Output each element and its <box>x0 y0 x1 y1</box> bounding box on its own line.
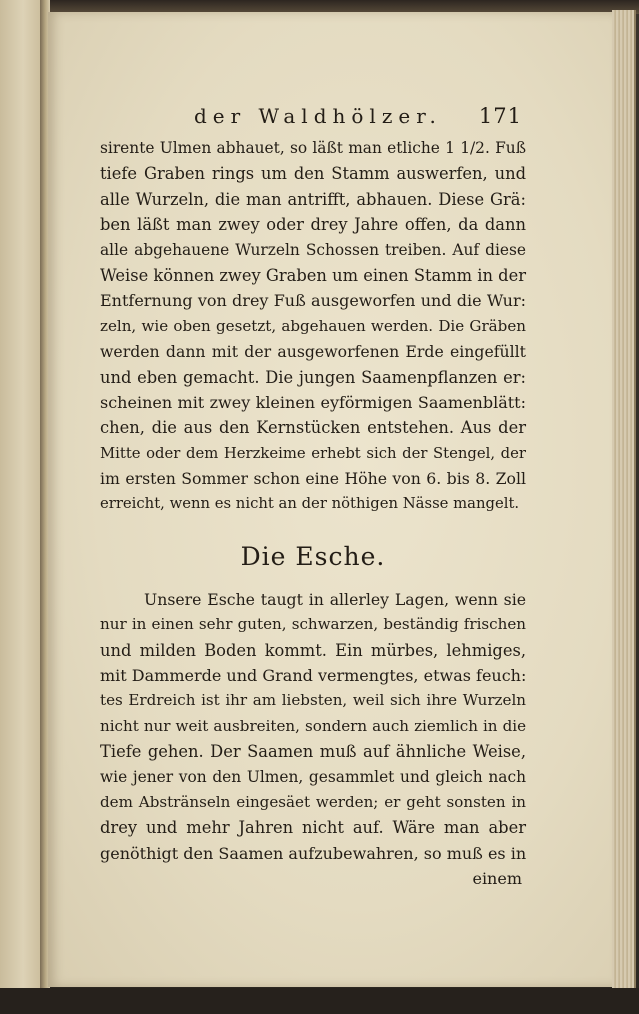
text-line: erreicht, wenn es nicht an der nöthigen Nässe mangelt. <box>100 495 520 513</box>
text-line: nur in einen sehr guten, schwarzen, beständig frischen <box>100 615 526 634</box>
text-line: genöthigt den Saamen aufzubewahren, so muß es in <box>100 843 527 863</box>
paragraph-esche <box>100 587 526 866</box>
text-line: tes Erdreich ist ihr am liebsten, weil sich ihre Wurzeln <box>100 691 526 710</box>
text-line: und milden Boden kommt. Ein mürbes, lehmiges, <box>100 640 526 660</box>
text-line: und eben gemacht. Die jungen Saamenpflanzen er: <box>100 367 526 387</box>
text-line: werden dann mit der ausgeworfenen Erde eingefüllt <box>100 342 526 362</box>
text-line: mit Dammerde und Grand vermengtes, etwas feuch: <box>100 666 527 686</box>
paragraph-ulmen <box>100 136 526 517</box>
text-line: dem Abstränseln eingesäet werden; er geht sonsten in <box>100 792 526 811</box>
page-number: 171 <box>478 104 522 128</box>
text-line: Entfernung von drey Fuß ausgeworfen und die Wur: <box>100 291 526 311</box>
facing-page-edge <box>0 0 42 990</box>
section-heading: Die Esche. <box>240 541 386 571</box>
text-line: Mitte oder dem Herzkeime erhebt sich der Stengel, der <box>100 444 526 462</box>
text-line: zeln, wie oben gesetzt, abgehauen werden. Die Gräben <box>100 316 526 335</box>
text-line: im ersten Sommer schon eine Höhe von 6. bis 8. Zoll <box>100 469 526 489</box>
text-line: scheinen mit zwey kleinen eyförmigen Saamenblätt: <box>100 392 526 412</box>
bottom-shadow <box>0 988 639 1014</box>
text-line: ben läßt man zwey oder drey Jahre offen, da dann <box>100 215 526 235</box>
text-line: sirente Ulmen abhauet, so läßt man etliche 1 1/2. Fuß <box>100 139 526 157</box>
page-text <box>100 96 526 891</box>
text-line: tiefe Graben rings um den Stamm auswerfen, und <box>100 164 526 184</box>
text-line: chen, die aus den Kernstücken entstehen. Aus der <box>100 418 526 438</box>
text-line: Weise können zwey Graben um einen Stamm in der <box>100 265 526 285</box>
text-line: alle abgehauene Wurzeln Schossen treiben. Auf diese <box>100 240 526 259</box>
text-line: alle Wurzeln, die man antrifft, abhauen. Diese Grä: <box>100 189 526 209</box>
catchword: einem <box>472 869 522 889</box>
page-stack-edge <box>612 10 636 992</box>
text-line: wie jener von den Ulmen, gesammlet und gleich nach <box>100 767 526 786</box>
text-line: Tiefe gehen. Der Saamen muß auf ähnliche Weise, <box>100 742 526 762</box>
text-line: nicht nur weit ausbreiten, sondern auch ziemlich in die <box>100 716 526 735</box>
page-header <box>100 96 526 136</box>
text-line: Unsere Esche taugt in allerley Lagen, wenn sie <box>144 589 526 609</box>
text-line: drey und mehr Jahren nicht auf. Wäre man aber <box>100 818 526 838</box>
running-head: der Waldhölzer. <box>194 104 442 128</box>
